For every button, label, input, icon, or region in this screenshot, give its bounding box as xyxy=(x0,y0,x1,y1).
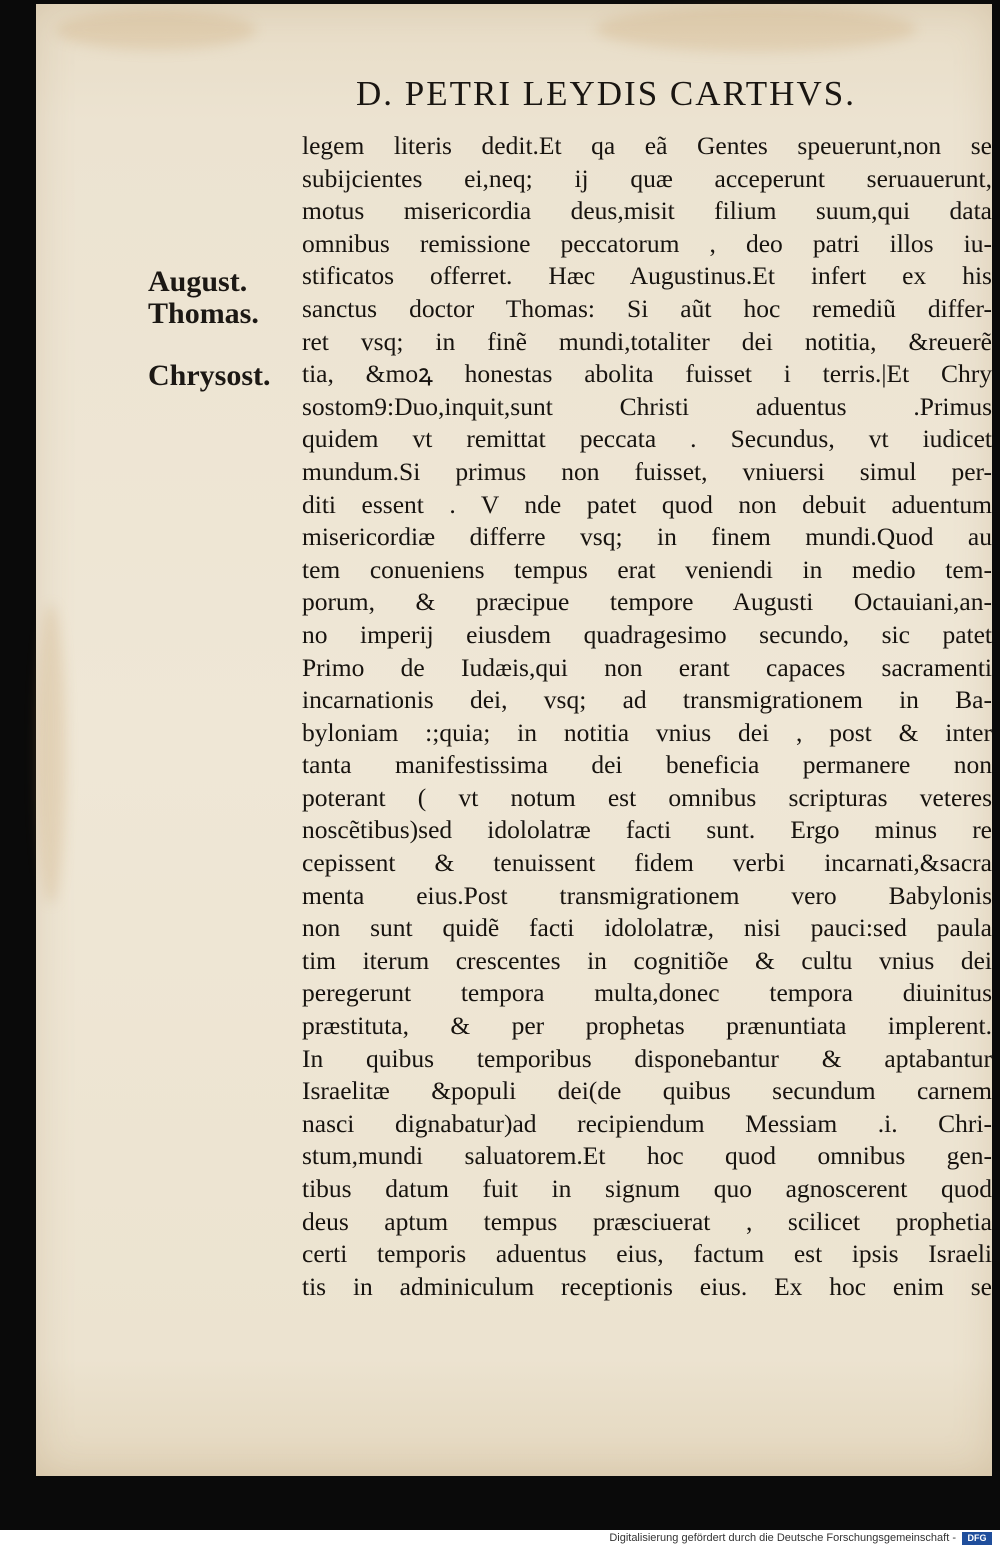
text-line: byloniam :;quia; in notitia vnius dei , post & inter xyxy=(302,717,992,747)
text-line: menta eius.Post transmigrationem vero Babylonis xyxy=(302,880,992,910)
marginal-note: August. xyxy=(148,265,248,298)
paper-stain xyxy=(56,10,256,50)
text-line: tem conueniens tempus erat veniendi in medio tem- xyxy=(302,554,992,584)
running-head: D. PETRI LEYDIS CARTHVS. xyxy=(356,74,856,113)
text-line: quidem vt remittat peccata . Secundus, vt iudicet xyxy=(302,424,992,454)
footer-bar xyxy=(0,1530,1000,1548)
paper-stain xyxy=(36,604,66,904)
funding-credit: Digitalisierung gefördert durch die Deutsche Forschungsgemeinschaft - xyxy=(609,1532,956,1544)
text-line: deus aptum tempus præsciuerat , scilicet prophetia xyxy=(302,1206,992,1236)
text-line: non sunt quidẽ facti idololatræ, nisi pauci:sed paula xyxy=(302,913,992,943)
text-line: mundum.Si primus non fuisset, vniuersi simul per- xyxy=(302,456,992,486)
text-line: præstituta, & per prophetas prænuntiata implerent. xyxy=(302,1011,992,1041)
text-line: nasci dignabatur)ad recipiendum Messiam .i. Chri- xyxy=(302,1108,992,1138)
text-line: misericordiæ differre vsq; in finem mundi.Quod au xyxy=(302,522,992,552)
text-line: Primo de Iudæis,qui non erant capaces sacramenti xyxy=(302,652,992,682)
text-line: stum,mundi saluatorem.Et hoc quod omnibus gen- xyxy=(302,1141,992,1171)
text-line: cepissent & tenuissent fidem verbi incarnati,&sacra xyxy=(302,848,992,878)
dfg-logo: DFG xyxy=(962,1532,992,1545)
marginal-notes xyxy=(148,266,298,392)
text-line: porum, & præcipue tempore Augusti Octauiani,an- xyxy=(302,587,992,617)
text-line: subijcientes ei,neq; ij quæ acceperunt seruauerunt, xyxy=(302,163,992,193)
text-line: incarnationis dei, vsq; ad transmigrationem in Ba- xyxy=(302,685,992,715)
text-line: In quibus temporibus disponebantur & aptabantur xyxy=(302,1043,992,1073)
text-line: tim iterum crescentes in cognitiõe & cultu vnius dei xyxy=(302,945,992,975)
text-line: poterant ( vt notum est omnibus scripturas veteres xyxy=(302,782,992,812)
text-line: peregerunt tempora multa,donec tempora diuinitus xyxy=(302,978,992,1008)
book-page xyxy=(36,4,992,1476)
text-line: sanctus doctor Thomas: Si aũt hoc remediũ differ- xyxy=(302,293,992,323)
text-line: Israelitæ &populi dei(de quibus secundum carnem xyxy=(302,1076,992,1106)
marginal-note: Chrysost. xyxy=(148,359,271,392)
paper-stain xyxy=(596,6,916,52)
text-line: diti essent . V nde patet quod non debuit aduentum xyxy=(302,489,992,519)
text-line: certi temporis aduentus eius, factum est ipsis Israeli xyxy=(302,1239,992,1269)
text-line: ret vsq; in finẽ mundi,totaliter dei notitia, &reuerẽ xyxy=(302,326,992,356)
text-line: tia, &moꝝ honestas abolita fuisset i terris.|Et Chry xyxy=(302,359,992,389)
text-line: tanta manifestissima dei beneficia permanere non xyxy=(302,750,992,780)
text-line: omnibus remissione peccatorum , deo patri illos iu- xyxy=(302,228,992,258)
text-line: tibus datum fuit in signum quo agnoscerent quod xyxy=(302,1174,992,1203)
text-line: motus misericordia deus,misit filium suum,qui data xyxy=(302,196,992,226)
text-line: sostom9:Duo,inquit,sunt Christi aduentus .Primus xyxy=(302,391,992,421)
body-text xyxy=(302,130,992,1303)
marginal-note: Thomas. xyxy=(148,297,259,330)
text-line: stificatos offerret. Hæc Augustinus.Et infert ex his xyxy=(302,261,992,291)
text-line: tis in adminiculum receptionis eius. Ex hoc enim se xyxy=(302,1271,992,1301)
text-line: legem literis dedit.Et qa eã Gentes speuerunt,non se xyxy=(302,131,992,160)
text-line: noscẽtibus)sed idololatræ facti sunt. Ergo minus re xyxy=(302,815,992,845)
text-line: no imperij eiusdem quadragesimo secundo, sic patet xyxy=(302,619,992,649)
